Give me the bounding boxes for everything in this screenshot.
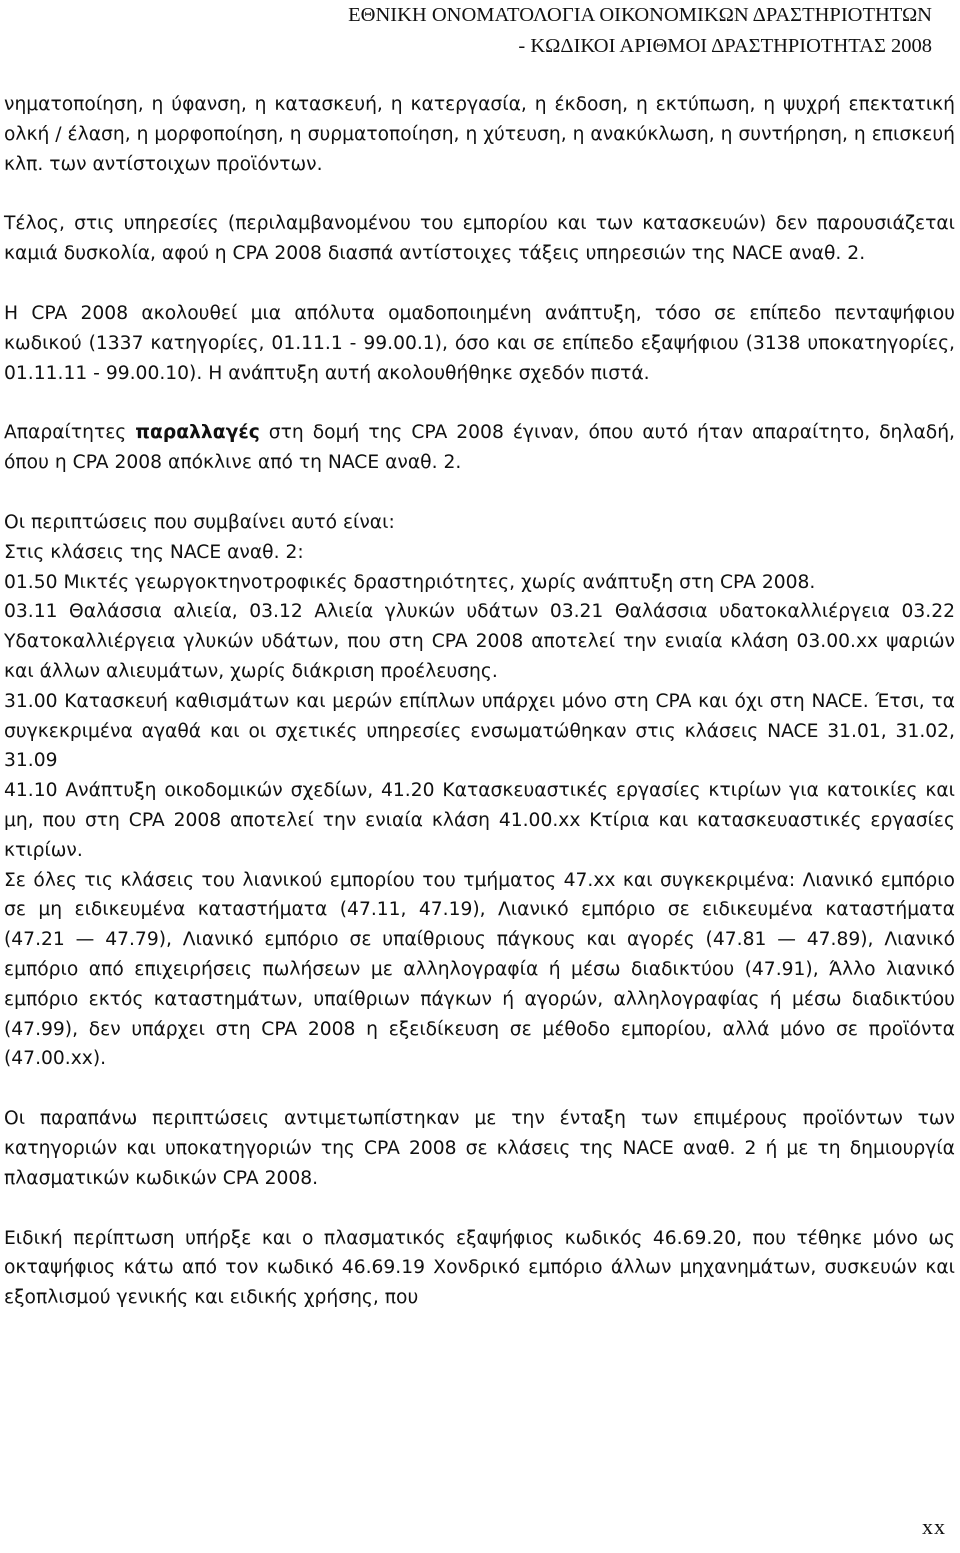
- running-header: [0, 0, 960, 62]
- case-01-50: 01.50 Μικτές γεωργοκτηνοτροφικές δραστηριότητες, χωρίς ανάπτυξη στη CPA 2008.: [4, 571, 816, 593]
- case-41-xx: 41.10 Ανάπτυξη οικοδομικών σχεδίων, 41.20 Κατασκευαστικές εργασίες κτιρίων για κατοικίες και μη, που στη CPA 2008 αποτελεί την ενιαία κλάση 41.00.xx Κτίρια και κατασκευαστικές εργασίες κτιρίων.: [4, 780, 955, 861]
- header-title-line2: - ΚΩΔΙΚΟΙ ΑΡΙΘΜΟΙ ΔΡΑΣΤΗΡΙΟΤΗΤΑΣ 2008: [518, 35, 932, 57]
- case-31-00: 31.00 Κατασκευή καθισμάτων και μερών επίπλων υπάρχει μόνο στη CPA και όχι στη NACE. Έτσι, τα συγκεκριμένα αγαθά και οι σχετικές υπηρεσίες ενσωματώθηκαν στις κλάσεις NACE 31.01, 31.02, 31.09: [4, 690, 955, 772]
- variations-text-start: Απαραίτητες: [4, 422, 136, 444]
- paragraph-variations: [4, 418, 955, 478]
- document-body: [4, 90, 955, 1313]
- variations-text-end: στη δομή της CPA 2008 έγιναν, όπου αυτό ήταν απαραίτητο, δηλαδή, όπου η CPA 2008 απόκλινε από τη NACE αναθ. 2.: [4, 422, 955, 474]
- paragraph-special-case: Ειδική περίπτωση υπήρξε και ο πλασματικός εξαψήφιος κωδικός 46.69.20, που τέθηκε μόνο ως οκταψήφιος κάτω από τον κωδικό 46.69.19 Χονδρικό εμπόριο άλλων μηχανημάτων, συσκευών και εξοπλισμού γενικής και ειδικής χρήσης, που: [4, 1227, 955, 1309]
- header-title-line1: ΕΘΝΙΚΗ ΟΝΟΜΑΤΟΛΟΓΙΑ ΟΙΚΟΝΟΜΙΚΩΝ ΔΡΑΣΤΗΡΙΟΤΗΤΩΝ: [348, 4, 932, 26]
- case-03-xx: 03.11 Θαλάσσια αλιεία, 03.12 Αλιεία γλυκών υδάτων 03.21 Θαλάσσια υδατοκαλλιέργεια 03.22 Υδατοκαλλιέργεια γλυκών υδάτων, που στη CPA 2008 αποτελεί την ενιαία κλάση 03.00.xx ψαριών και άλλων αλιευμάτων, χωρίς διάκριση προέλευσης.: [4, 601, 955, 682]
- paragraph-continuation: νηματοποίηση, η ύφανση, η κατασκευή, η κατεργασία, η έκδοση, η εκτύπωση, η ψυχρή επεκτατική ολκή / έλαση, η μορφοποίηση, η συρματοποίηση, η χύτευση, η ανακύκλωση, η συντήρηση, η επισκευή κλπ. των αντίστοιχων προϊόντων.: [4, 94, 955, 175]
- paragraph-cpa-structure: Η CPA 2008 ακολουθεί μια απόλυτα ομαδοποιημένη ανάπτυξη, τόσο σε επίπεδο πενταψήφιου κωδικού (1337 κατηγορίες, 01.11.1 - 99.00.1), όσο και σε επίπεδο εξαψήφιου (3138 υποκατηγορίες, 01.11.11 - 99.00.10). Η ανάπτυξη αυτή ακολουθήθηκε σχεδόν πιστά.: [4, 302, 955, 384]
- cases-nace-heading: Στις κλάσεις της NACE αναθ. 2:: [4, 541, 304, 563]
- case-47-xx: Σε όλες τις κλάσεις του λιανικού εμπορίου του τμήματος 47.xx και συγκεκριμένα: Λιανικό εμπόριο σε μη ειδικευμένα καταστήματα (47.11, 47.19), Λιανικό εμπόριο σε ειδικευμένα καταστήματα (47.21 — 47.79), Λιανικό εμπόριο σε υπαίθριους πάγκους και αγορές (47.81 — 47.89), Λιανικό εμπόριο από επιχειρήσεις πωλήσεων με αλληλογραφία ή μέσω διαδικτύου (47.91), Άλλο λιανικό εμπόριο εκτός καταστημάτων, υπαίθριων πάγκων ή αγορών, αλληλογραφίας ή μέσω διαδικτύου (47.99), δεν υπάρχει στη CPA 2008 η εξειδίκευση σε μέθοδο εμπορίου, αλλά μόνο σε προϊόντα (47.00.xx).: [4, 869, 955, 1070]
- cases-intro: Οι περιπτώσεις που συμβαίνει αυτό είναι:: [4, 511, 395, 533]
- variations-bold-term: παραλλαγές: [135, 422, 260, 444]
- paragraph-resolution: Οι παραπάνω περιπτώσεις αντιμετωπίστηκαν με την ένταξη των επιμέρους προϊόντων των κατηγοριών και υποκατηγοριών της CPA 2008 σε κλάσεις της NACE αναθ. 2 ή με τη δημιουργία πλασματικών κωδικών CPA 2008.: [4, 1108, 955, 1189]
- paragraph-services: Τέλος, στις υπηρεσίες (περιλαμβανομένου του εμπορίου και των κατασκευών) δεν παρουσιάζεται καμιά δυσκολία, αφού η CPA 2008 διασπά αντίστοιχες τάξεις υπηρεσιών της NACE αναθ. 2.: [4, 213, 955, 265]
- page-number: xx: [922, 1514, 946, 1539]
